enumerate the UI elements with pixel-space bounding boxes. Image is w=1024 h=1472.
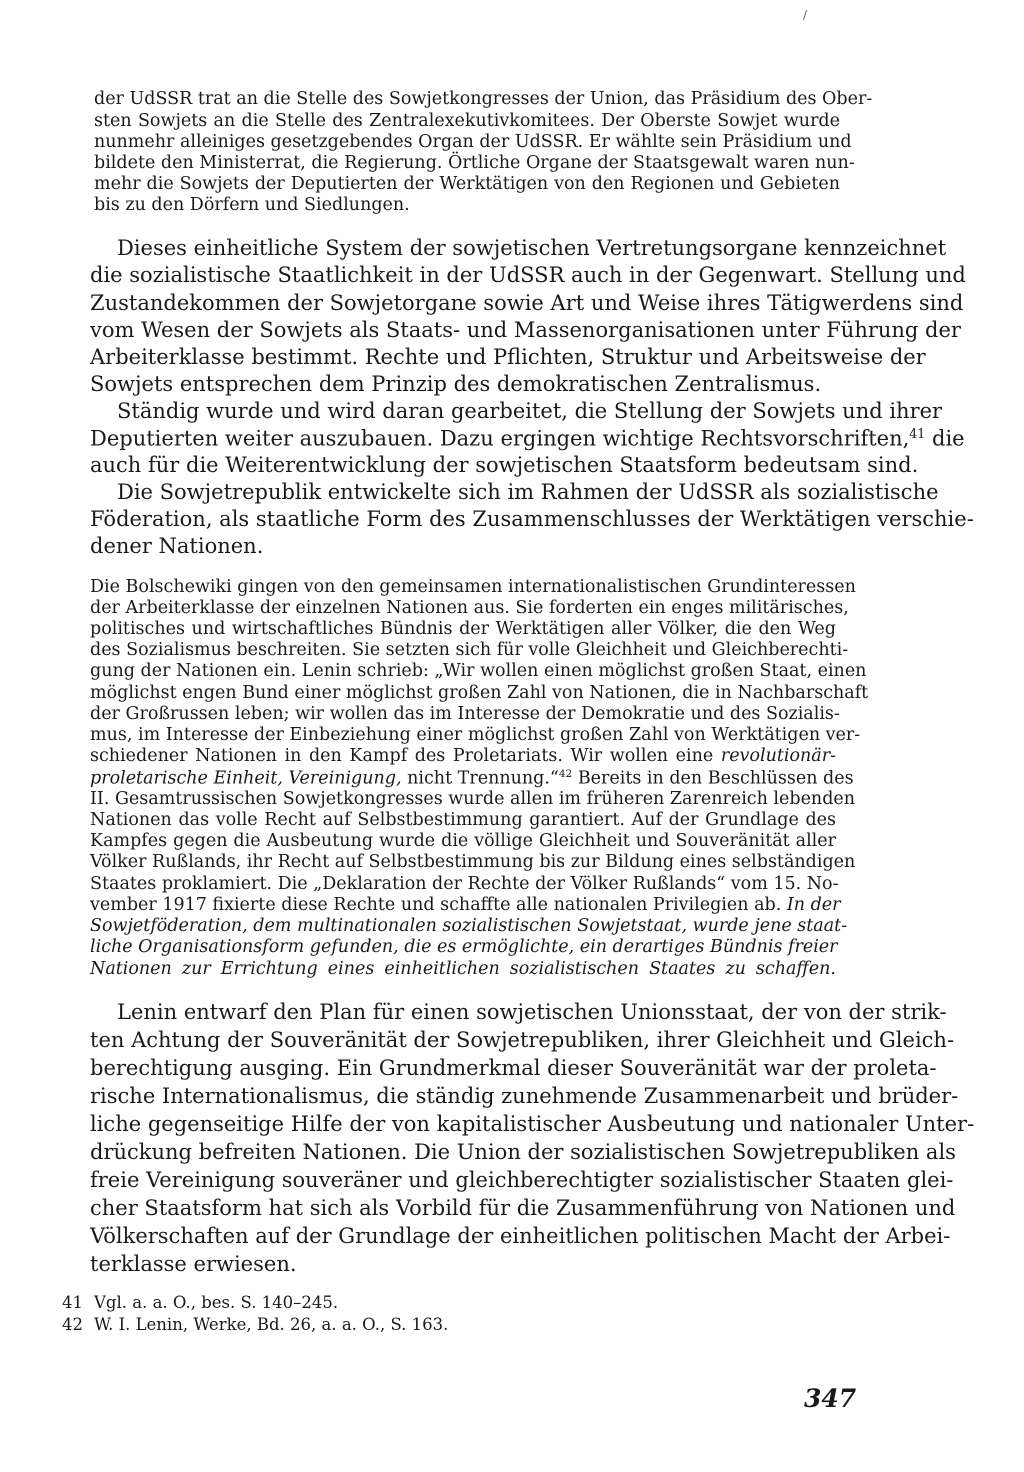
text-line: bis zu den Dörfern und Siedlungen. bbox=[94, 195, 410, 215]
text-line: des Sozialismus beschreiten. Sie setzten sich für volle Gleichheit und Gleichberechti- bbox=[90, 640, 849, 660]
text-line: auch für die Weiterentwicklung der sowjetischen Staatsform bedeutsam sind. bbox=[90, 453, 919, 477]
text-span: schiedener Nationen in den Kampf des Proletariats. Wir wollen eine bbox=[90, 746, 714, 766]
text-line: der UdSSR trat an die Stelle des Sowjetkongresses der Union, das Präsidium des Ober- bbox=[94, 89, 873, 109]
footnote-number: 41 bbox=[62, 1293, 83, 1312]
text-line: Völkerschaften auf der Grundlage der einheitlichen politischen Macht der Arbei- bbox=[90, 1224, 951, 1248]
text-line: freie Vereinigung souveräner und gleichberechtigter sozialistischer Staaten glei- bbox=[90, 1168, 954, 1192]
scan-mark: / bbox=[803, 8, 808, 22]
text-line: Die Bolschewiki gingen von den gemeinsamen internationalistischen Grundinteressen bbox=[90, 577, 856, 597]
text-span: Bereits in den Beschlüssen des bbox=[572, 768, 854, 789]
text-line: rische Internationalismus, die ständig zunehmende Zusammenarbeit und brüder- bbox=[90, 1084, 959, 1108]
text-line bbox=[90, 768, 854, 789]
text-line: Zustandekommen der Sowjetorgane sowie Art und Weise ihres Tätigwerdens sind bbox=[90, 291, 964, 315]
text-line: der Arbeiterklasse der einzelnen Nationen aus. Sie forderten ein enges militärisches, bbox=[90, 598, 849, 618]
text-line: Lenin entwarf den Plan für einen sowjetischen Unionsstaat, der von der strik- bbox=[117, 1000, 947, 1024]
text-line: mus, im Interesse der Einbeziehung einer möglichst großen Zahl von Werktätigen ver- bbox=[90, 725, 861, 745]
italic-span: revolutionär- bbox=[713, 746, 836, 766]
text-span: vember 1917 fixierte diese Rechte und schaffte alle nationalen Privilegien ab. bbox=[90, 895, 782, 915]
text-line: Föderation, als staatliche Form des Zusammenschlusses der Werktätigen verschie- bbox=[90, 507, 974, 531]
text-line: Sowjets entsprechen dem Prinzip des demokratischen Zentralismus. bbox=[90, 372, 822, 396]
text-span: die bbox=[925, 426, 965, 451]
text-line bbox=[90, 748, 836, 766]
footnote-text: W. I. Lenin, Werke, Bd. 26, a. a. O., S. 163. bbox=[94, 1315, 449, 1334]
italic-span: proletarische Einheit, Vereinigung, bbox=[90, 768, 402, 789]
text-line: terklasse erwiesen. bbox=[90, 1252, 297, 1276]
text-line: drückung befreiten Nationen. Die Union der sozialistischen Sowjetrepubliken als bbox=[90, 1140, 956, 1164]
text-line: Sowjetföderation, dem multinationalen sozialistischen Sowjetstaat, wurde jene staat- bbox=[90, 916, 848, 936]
text-line: Nationen das volle Recht auf Selbstbestimmung garantiert. Auf der Grundlage des bbox=[90, 810, 836, 830]
text-span: nicht Trennung.“ bbox=[401, 768, 559, 789]
footnote-number: 42 bbox=[62, 1315, 83, 1334]
text-line: mehr die Sowjets der Deputierten der Werktätigen von den Regionen und Gebieten bbox=[94, 174, 840, 194]
text-line: sten Sowjets an die Stelle des Zentralexekutivkomitees. Der Oberste Sowjet wurde bbox=[94, 111, 840, 131]
text-line: die sozialistische Staatlichkeit in der UdSSR auch in der Gegenwart. Stellung und bbox=[90, 263, 966, 287]
text-line: Ständig wurde und wird daran gearbeitet, die Stellung der Sowjets und ihrer bbox=[117, 399, 943, 423]
text-line: Nationen zur Errichtung eines einheitlichen sozialistischen Staates zu schaffen. bbox=[90, 959, 836, 979]
footnote-ref-42: 42 bbox=[558, 768, 573, 780]
text-line: möglichst engen Bund einer möglichst großen Zahl von Nationen, die in Nachbarschaft bbox=[90, 683, 869, 703]
page-number: 347 bbox=[804, 1384, 857, 1413]
text-line: liche Organisationsform gefunden, die es ermöglichte, ein derartiges Bündnis freier bbox=[90, 937, 838, 957]
text-line bbox=[90, 426, 965, 451]
text-line: Arbeiterklasse bestimmt. Rechte und Pflichten, Struktur und Arbeitsweise der bbox=[90, 345, 926, 369]
text-line: nunmehr alleiniges gesetzgebendes Organ der UdSSR. Er wählte sein Präsidium und bbox=[94, 132, 852, 152]
italic-span: In der bbox=[781, 895, 841, 915]
text-line: dener Nationen. bbox=[90, 534, 264, 558]
text-line: Staates proklamiert. Die „Deklaration der Rechte der Völker Rußlands“ vom 15. No- bbox=[90, 874, 839, 894]
text-line: ten Achtung der Souveränität der Sowjetrepubliken, ihrer Gleichheit und Gleich- bbox=[90, 1028, 955, 1052]
footnote-text: Vgl. a. a. O., bes. S. 140–245. bbox=[94, 1293, 339, 1312]
text-line: Die Sowjetrepublik entwickelte sich im Rahmen der UdSSR als sozialistische bbox=[117, 480, 939, 504]
text-line: Kampfes gegen die Ausbeutung wurde die völlige Gleichheit und Souveränität aller bbox=[90, 831, 836, 851]
text-line: Völker Rußlands, ihr Recht auf Selbstbestimmung bis zur Bildung eines selbständigen bbox=[90, 852, 856, 872]
text-line: der Großrussen leben; wir wollen das im Interesse der Demokratie und des Sozialis- bbox=[90, 704, 840, 724]
text-span: Deputierten weiter auszubauen. Dazu ergingen wichtige Rechtsvorschriften, bbox=[90, 426, 910, 451]
text-line: gung der Nationen ein. Lenin schrieb: „Wir wollen einen möglichst großen Staat, einen bbox=[90, 661, 867, 681]
text-line bbox=[90, 895, 841, 915]
text-line: bildete den Ministerrat, die Regierung. Örtliche Organe der Staatsgewalt waren nun- bbox=[94, 153, 855, 173]
text-line: cher Staatsform hat sich als Vorbild für die Zusammenführung von Nationen und bbox=[90, 1196, 956, 1220]
text-line: II. Gesamtrussischen Sowjetkongresses wurde allen im früheren Zarenreich lebenden bbox=[90, 789, 856, 809]
footnote-ref-41: 41 bbox=[909, 426, 926, 441]
text-line: vom Wesen der Sowjets als Staats- und Massenorganisationen unter Führung der bbox=[90, 318, 961, 342]
text-line: liche gegenseitige Hilfe der von kapitalistischer Ausbeutung und nationaler Unter- bbox=[90, 1112, 975, 1136]
text-line: politisches und wirtschaftliches Bündnis der Werktätigen aller Völker, die den Weg bbox=[90, 619, 836, 639]
text-line: berechtigung ausging. Ein Grundmerkmal dieser Souveränität war der proleta- bbox=[90, 1056, 937, 1080]
text-line: Dieses einheitliche System der sowjetischen Vertretungsorgane kennzeichnet bbox=[117, 236, 947, 260]
